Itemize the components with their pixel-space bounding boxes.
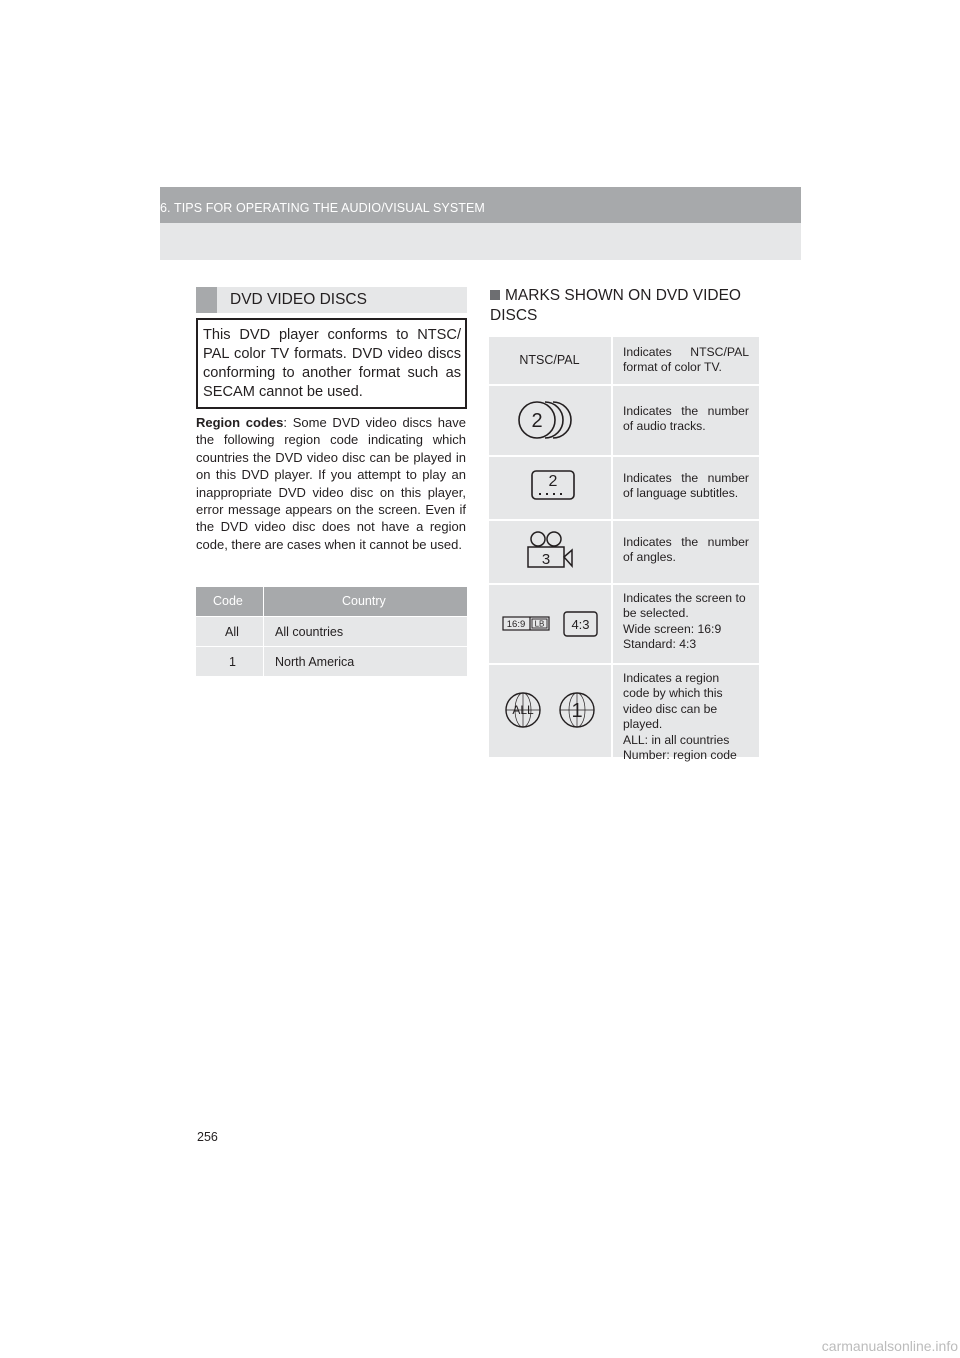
table-row (196, 646, 467, 676)
region-codes-paragraph (196, 414, 466, 553)
page-number: 256 (197, 1130, 218, 1144)
section-title-text: DVD VIDEO DISCS (230, 291, 367, 308)
wide-screen-label: 16:9 (506, 619, 526, 630)
region-codes-text: : Some DVD video discs have the following region code indicating which countries the DVD video disc can be played in on this DVD player. If you attempt to play an inappropriate DVD video disc on this player, error message appears on the screen. Even if the DVD video disc does not have a region code, there are cases when it cannot be used. (196, 415, 466, 552)
cell-code: All (225, 625, 239, 639)
section-title-dvd-video-discs (196, 287, 467, 313)
region-number-label: 1 (571, 700, 583, 722)
row-description: Indicates the number of audio tracks. (623, 404, 749, 434)
region-globe-icon (503, 690, 603, 730)
header-bar (160, 187, 801, 223)
header-subbar (160, 223, 801, 260)
ntsc-pal-label: NTSC/PAL (519, 353, 580, 367)
angles-count: 3 (541, 551, 551, 568)
region-all-label: ALL (512, 703, 534, 717)
screen-format-icon (502, 611, 602, 641)
column-divider (611, 337, 613, 384)
row-description: Indicates NTSC/PAL format of color TV. (623, 345, 749, 375)
icon-cell (489, 521, 610, 583)
subtitles-icon (529, 469, 579, 505)
icon-cell (489, 585, 610, 663)
cell-code: 1 (229, 655, 236, 669)
table-row (489, 384, 759, 455)
region-code-table (196, 587, 467, 676)
format-note-box (196, 318, 467, 409)
column-divider (263, 617, 264, 646)
column-divider (611, 665, 613, 757)
marks-section-title (490, 286, 765, 326)
row-description: Indicates the screen to be selected. Wide screen: 16:9 Standard: 4:3 (623, 591, 746, 652)
chapter-title: 6. TIPS FOR OPERATING THE AUDIO/VISUAL SYSTEM (160, 201, 485, 215)
column-divider (611, 386, 613, 455)
table-header (196, 587, 467, 616)
table-row (489, 335, 759, 384)
icon-cell (489, 665, 610, 757)
row-description: Indicates the number of language subtitles. (623, 471, 749, 501)
square-bullet-icon (490, 290, 500, 300)
audio-tracks-icon (515, 398, 585, 442)
letterbox-label: LB (534, 619, 545, 629)
column-divider (263, 587, 264, 616)
column-divider (611, 585, 613, 663)
region-codes-label: Region codes (196, 415, 284, 430)
column-divider (611, 521, 613, 583)
subtitles-count: 2 (548, 473, 558, 490)
watermark: carmanualsonline.info (821, 1338, 958, 1354)
audio-tracks-count: 2 (531, 410, 543, 432)
table-row (489, 663, 759, 763)
format-note-text: This DVD player conforms to NTSC/ PAL color TV formats. DVD video discs conforming to another format such as SECAM cannot be used. (203, 327, 461, 400)
section-marker (196, 287, 217, 313)
row-description: Indicates a region code by which this video disc can be played. ALL: in all countries Number: region code (623, 671, 737, 763)
header-country: Country (342, 594, 386, 608)
header-code: Code (213, 594, 243, 608)
icon-cell (489, 386, 610, 455)
angles-icon (524, 531, 580, 571)
standard-screen-label: 4:3 (571, 617, 590, 632)
icon-cell (489, 337, 610, 384)
table-row (489, 583, 759, 663)
marks-table (489, 335, 759, 763)
table-row (489, 519, 759, 583)
column-divider (611, 457, 613, 519)
column-divider (263, 647, 264, 676)
table-row (489, 455, 759, 519)
row-description: Indicates the number of angles. (623, 535, 749, 565)
marks-section-title-text: MARKS SHOWN ON DVD VIDEO DISCS (490, 287, 741, 324)
cell-country: North America (275, 655, 355, 669)
table-row (196, 616, 467, 646)
cell-country: All countries (275, 625, 344, 639)
icon-cell (489, 457, 610, 519)
